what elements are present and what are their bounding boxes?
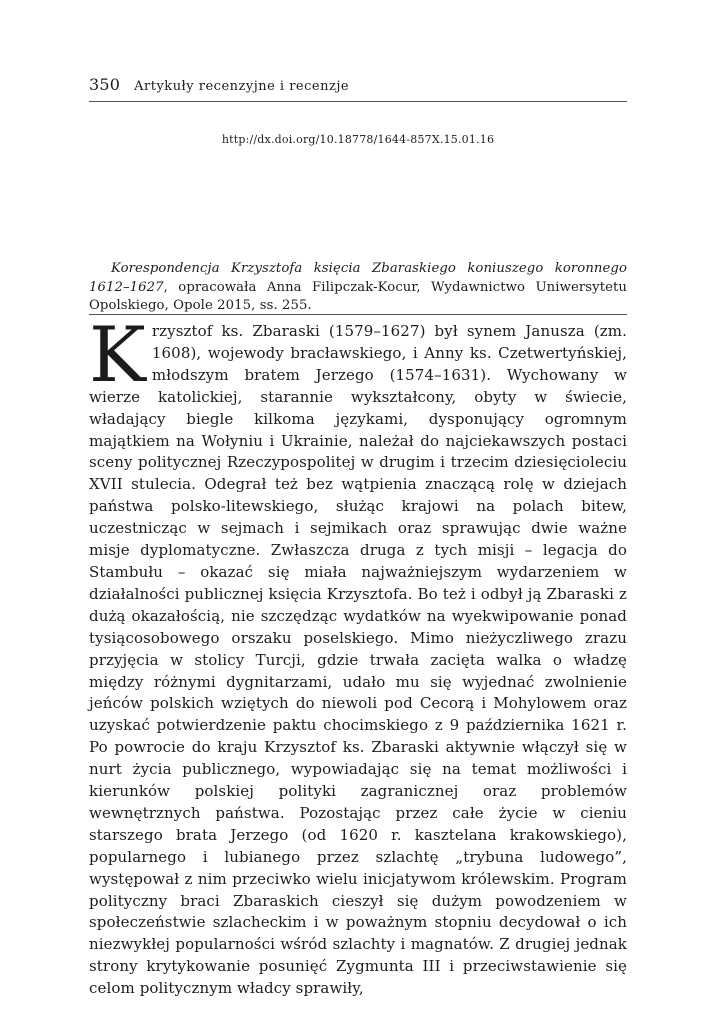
doi-link[interactable]: http://dx.doi.org/10.18778/1644-857X.15.01.16 <box>221 133 495 146</box>
article-body <box>89 310 627 998</box>
book-title: Korespondencja Krzysztofa księcia Zbaraskiego koniuszego koronnego 1612–1627 <box>89 261 627 295</box>
citation-rule <box>89 314 627 315</box>
section-title: Artykuły recenzyjne i recenzje <box>134 79 350 94</box>
header-rule <box>89 101 627 102</box>
book-citation <box>89 260 627 316</box>
book-details: , opracowała Anna Filipczak-Kocur, Wydawnictwo Uniwersytetu Opolskiego, Opole 2015, ss. 255. <box>89 279 627 314</box>
running-header <box>89 75 627 94</box>
article-text: rzysztof ks. Zbaraski (1579–1627) był synem Janusza (zm. 1608), wojewody bracławskiego, i Anny ks. Czetwertyńskiej, młodszym bratem Jerzego (1574–1631). Wychowany w wierze katolickiej, starannie wykształcony, obyty w świecie, władający biegle kilkoma językami, dysponujący ogromnym majątkiem na Wołyniu i Ukrainie, należał do najciekawszych postaci sceny politycznej Rzeczypospolitej w drugim i trzecim dziesięcioleciu XVII stulecia. Odegrał też bez wątpienia znaczącą rolę w dziejach państwa polsko-litewskiego, służąc krajowi na polach bitew, uczestnicząc w sejmach i sejmikach oraz sprawując dwie ważne misje dyplomatyczne. Zwłaszcza druga z tych misji – legacja do Stambułu – okazać się miała najważniejszym wydarzeniem w działalności publicznej księcia Krzysztofa. Bo też i odbył ją Zbaraski z dużą okazałością, nie szczędząc wydatków na wyekwipowanie ponad tysiącosobowego orszaku poselskiego. Mimo nieżyczliwego zrazu przyjęcia w stolicy Turcji, gdzie trwała zacięta walka o władzę między różnymi dygnitarzami, udało mu się wyjednać zwolnienie jeńców polskich wziętych do niewoli pod Cecorą i Mohylowem oraz uzyskać potwierdzenie paktu chocimskiego z 9 października 1621 r. Po powrocie do kraju Krzysztof ks. Zbaraski aktywnie włączył się w nurt życia publicznego, wypowiadając się na temat możliwości i kierunków polskiej polityki zagranicznej oraz problemów wewnętrznych państwa. Pozostając przez całe życie w cieniu starszego brata Jerzego (od 1620 r. kasztelana krakowskiego), popularnego i lubianego przez szlachtę „trybuna ludowego”, występował z nim przeciwko wielu inicjatywom królewskim. Program polityczny braci Zbaraskich cieszył się dużym powodzeniem w społeczeństwie szlacheckim i w poważnym stopniu decydował o ich niezwykłej popularności wśród szlachty i magnatów. Z drugiej jednak strony krytykowanie posunięć Zygmunta III i przeciwstawienie się celom politycznym władcy sprawiły, <box>89 322 627 998</box>
drop-cap: K <box>89 310 146 399</box>
page-number: 350 <box>89 75 121 94</box>
